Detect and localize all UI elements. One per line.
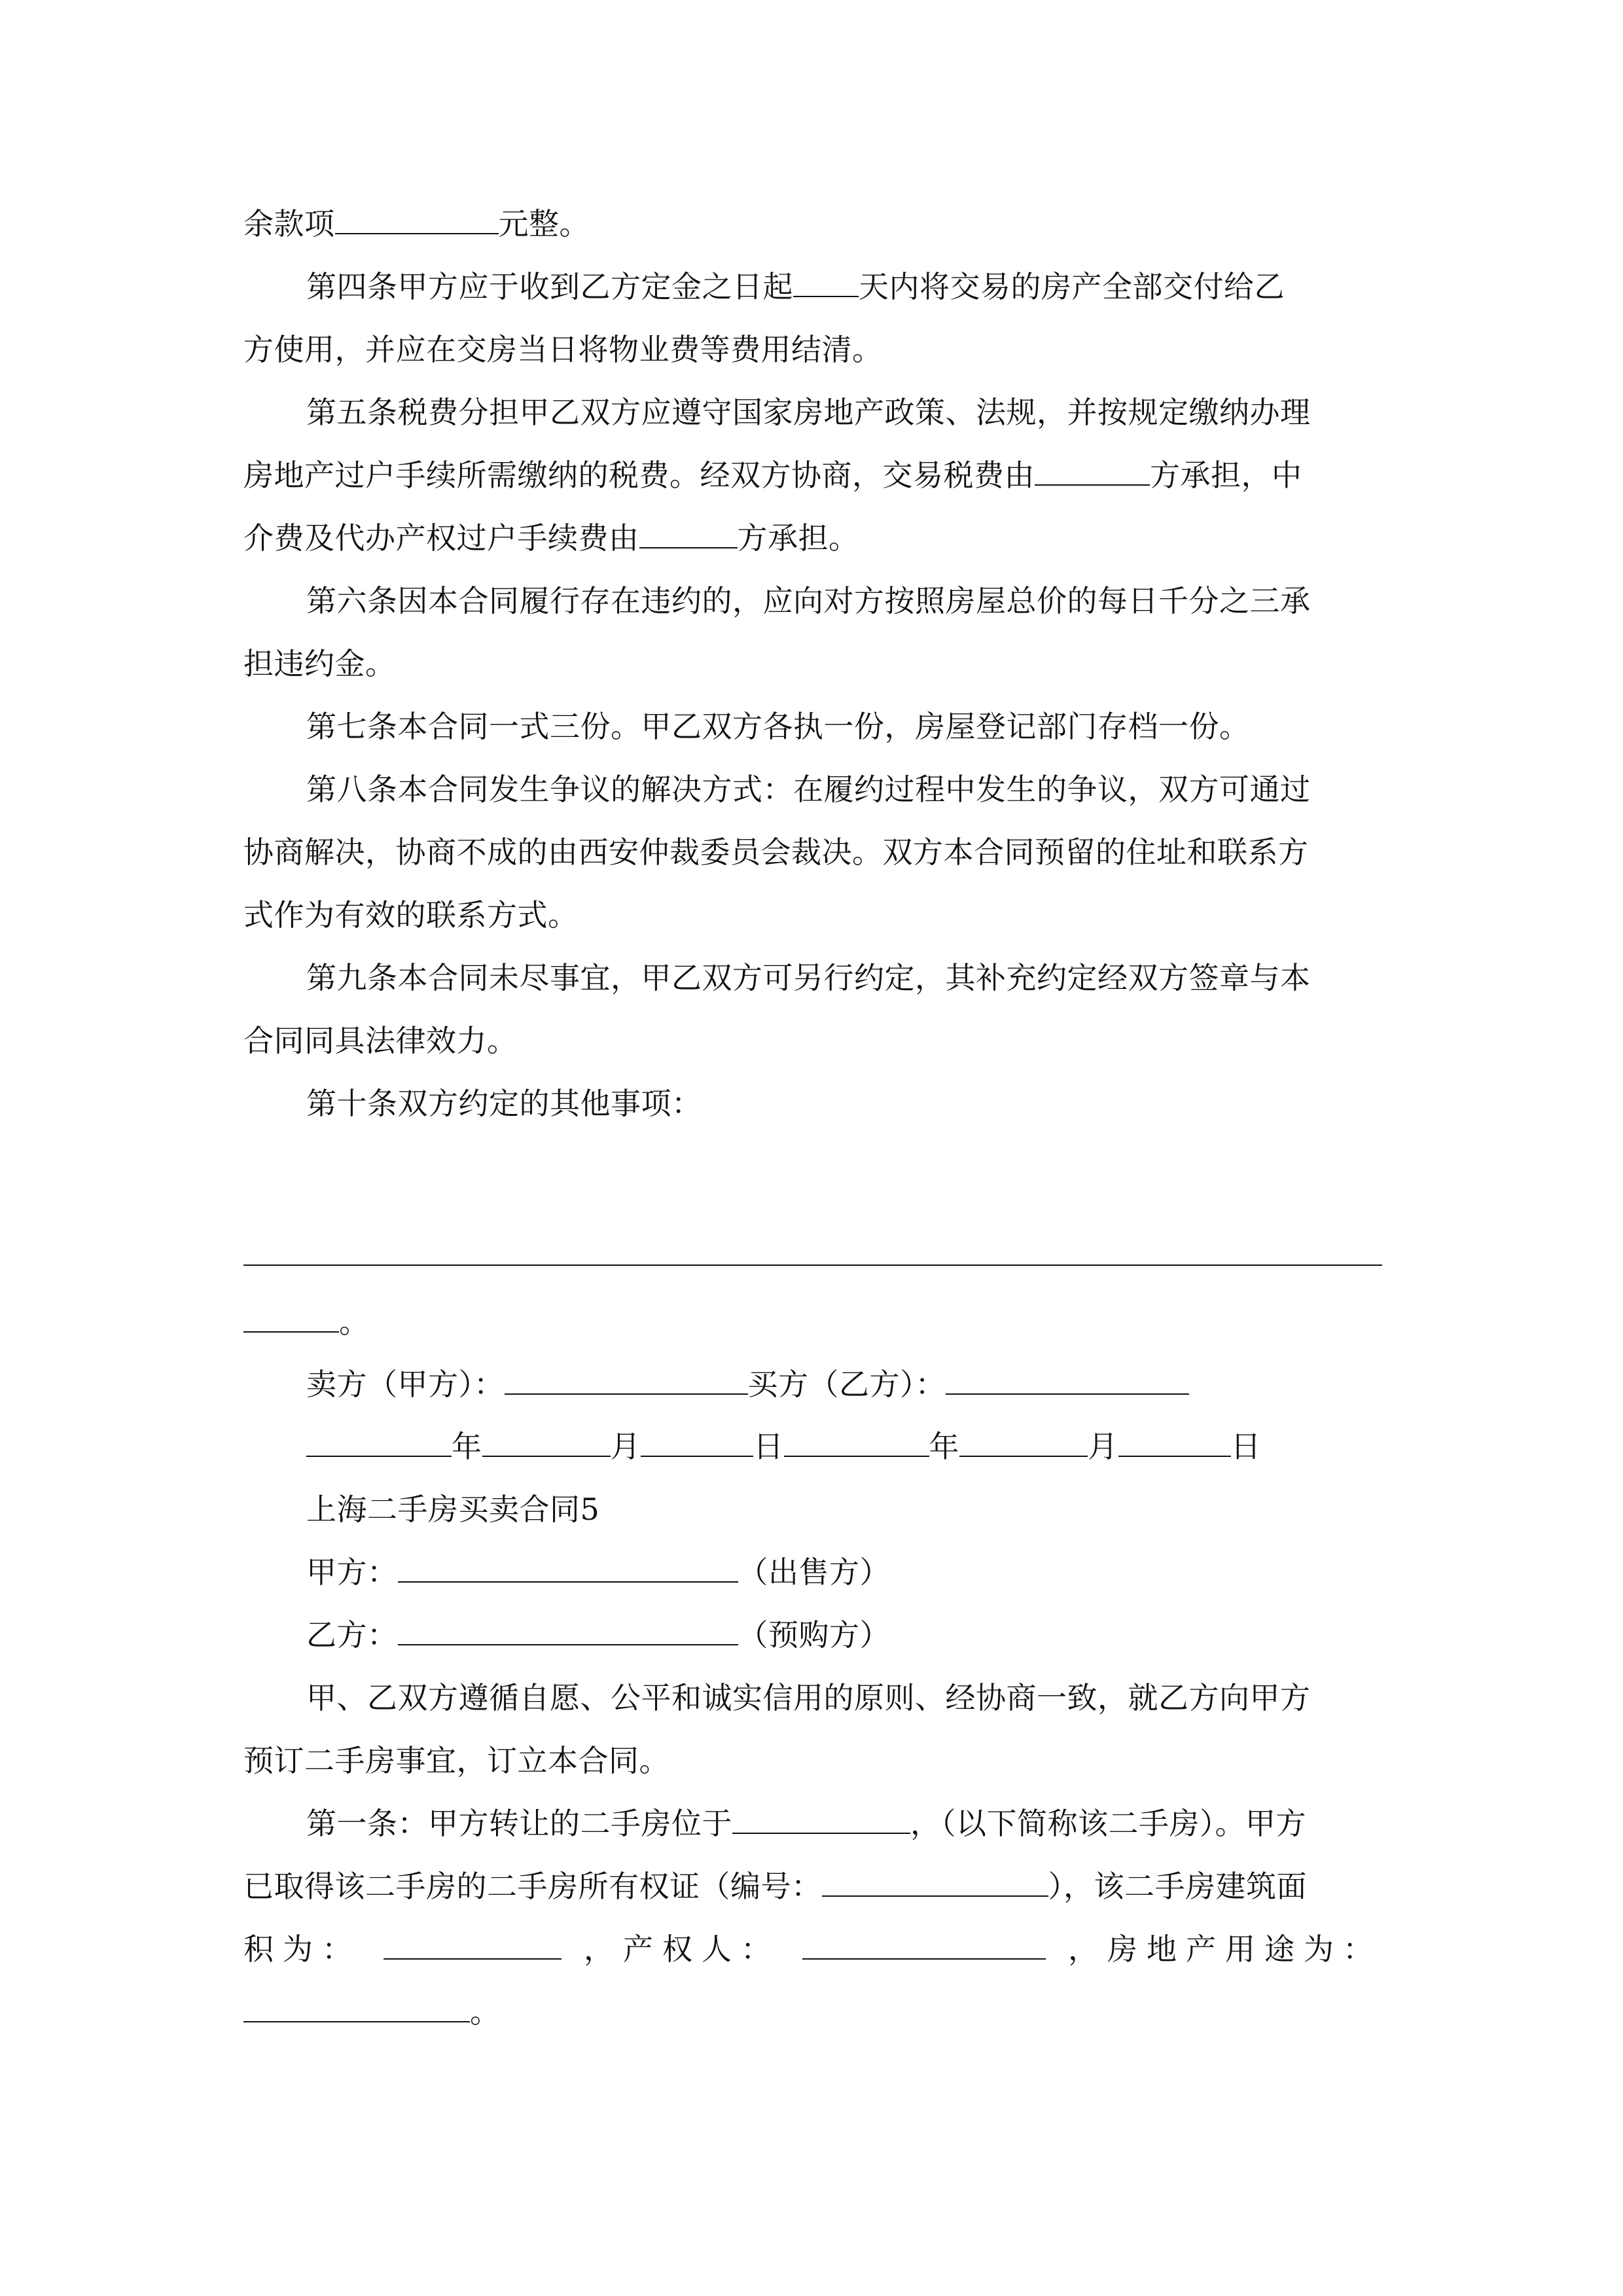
- balance-line: [243, 204, 590, 243]
- text: 。: [470, 1994, 501, 2030]
- party-b-role: （预购方）: [738, 1617, 890, 1653]
- article-1-line-3: [243, 1929, 1382, 1969]
- text: 余款项: [243, 206, 335, 242]
- text: 方承担。: [737, 520, 859, 556]
- seller-signature-field[interactable]: [505, 1365, 748, 1395]
- seller-label: 卖方（甲方）：: [306, 1367, 505, 1402]
- buyer-day-field[interactable]: [1118, 1427, 1231, 1457]
- article-1-line-1: [306, 1804, 1306, 1843]
- text: ，（以下简称该二手房）。甲方: [910, 1806, 1306, 1841]
- text: 天内将交易的房产全部交付给乙: [859, 269, 1285, 304]
- area-field[interactable]: [383, 1929, 562, 1960]
- blank-field[interactable]: [793, 267, 859, 297]
- party-a-field[interactable]: [398, 1552, 738, 1583]
- party-a-line: [306, 1552, 890, 1592]
- blank-field[interactable]: [335, 204, 499, 234]
- article-8-line-1: 第八条本合同发生争议的解决方式：在履约过程中发生的争议，双方可通过: [306, 772, 1311, 807]
- text: ），该二手房建筑面: [1048, 1869, 1307, 1904]
- buyer-month-field[interactable]: [959, 1427, 1088, 1457]
- contract-title: 上海二手房买卖合同5: [306, 1492, 600, 1527]
- article-9-line-2: 合同同具法律效力。: [243, 1023, 518, 1058]
- party-b-label: 乙方：: [306, 1617, 398, 1653]
- blank-rule-line[interactable]: [243, 1265, 1382, 1266]
- area-label: 积为：: [243, 1931, 361, 1967]
- article-6-line-1: 第六条因本合同履行存在违约的，应向对方按照房屋总价的每日千分之三承: [306, 583, 1311, 619]
- text: 第一条：甲方转让的二手房位于: [306, 1806, 732, 1841]
- seller-day-field[interactable]: [641, 1427, 753, 1457]
- article-8-line-3: 式作为有效的联系方式。: [243, 897, 579, 933]
- text: 元整。: [498, 206, 590, 242]
- article-6-line-2: 担违约金。: [243, 646, 396, 681]
- certificate-number-field[interactable]: [822, 1867, 1048, 1897]
- text: 。: [339, 1304, 370, 1340]
- article-5-line-2: [243, 456, 1302, 495]
- text: 方承担，中: [1150, 457, 1302, 493]
- article-10-end: [243, 1302, 370, 1342]
- year-label: 年: [452, 1429, 482, 1464]
- buyer-label: 买方（乙方）：: [747, 1367, 946, 1402]
- article-9-line-1: 第九条本合同未尽事宜，甲乙双方可另行约定，其补充约定经双方签章与本: [306, 960, 1311, 996]
- day-label: 日: [753, 1429, 784, 1464]
- article-8-line-2: 协商解决，协商不成的由西安仲裁委员会裁决。双方本合同预留的住址和联系方: [243, 834, 1309, 870]
- blank-field[interactable]: [639, 518, 738, 548]
- article-7: 第七条本合同一式三份。甲乙双方各执一份，房屋登记部门存档一份。: [306, 709, 1250, 744]
- signature-line: [306, 1365, 1189, 1404]
- article-5-line-3: [243, 518, 859, 558]
- text: 房地产过户手续所需缴纳的税费。经双方协商，交易税费由: [243, 457, 1035, 493]
- preamble-line-2: 预订二手房事宜，订立本合同。: [243, 1743, 669, 1778]
- year-label: 年: [929, 1429, 959, 1464]
- text: 已取得该二手房的二手房所有权证（编号：: [243, 1869, 822, 1904]
- seller-month-field[interactable]: [482, 1427, 611, 1457]
- article-4-line-2: 方使用，并应在交房当日将物业费等费用结清。: [243, 332, 883, 367]
- owner-field[interactable]: [802, 1929, 1046, 1960]
- party-a-role: （出售方）: [738, 1554, 890, 1590]
- text: 第四条甲方应于收到乙方定金之日起: [306, 269, 793, 304]
- article-5-line-1: 第五条税费分担甲乙双方应遵守国家房地产政策、法规，并按规定缴纳办理: [306, 395, 1311, 430]
- blank-field[interactable]: [1035, 456, 1150, 486]
- article-10: 第十条双方约定的其他事项：: [306, 1086, 702, 1121]
- date-line: [306, 1427, 1261, 1466]
- buyer-year-field[interactable]: [784, 1427, 929, 1457]
- preamble-line-1: 甲、乙双方遵循自愿、公平和诚实信用的原则、经协商一致，就乙方向甲方: [306, 1680, 1311, 1715]
- article-4-line-1: [306, 267, 1285, 306]
- text: 介费及代办产权过户手续费由: [243, 520, 639, 556]
- blank-field[interactable]: [243, 1302, 339, 1333]
- party-b-field[interactable]: [398, 1615, 738, 1645]
- use-label: ，房地产用途为：: [1068, 1931, 1382, 1967]
- month-label: 月: [1088, 1429, 1118, 1464]
- article-1-line-4: [243, 1992, 501, 2032]
- seller-year-field[interactable]: [306, 1427, 452, 1457]
- article-1-line-2: [243, 1867, 1307, 1906]
- month-label: 月: [610, 1429, 641, 1464]
- buyer-signature-field[interactable]: [946, 1365, 1189, 1395]
- location-field[interactable]: [732, 1804, 910, 1834]
- day-label: 日: [1230, 1429, 1261, 1464]
- use-field[interactable]: [243, 1992, 470, 2022]
- party-a-label: 甲方：: [306, 1554, 398, 1590]
- owner-label: ，产权人：: [584, 1931, 780, 1967]
- party-b-line: [306, 1615, 890, 1655]
